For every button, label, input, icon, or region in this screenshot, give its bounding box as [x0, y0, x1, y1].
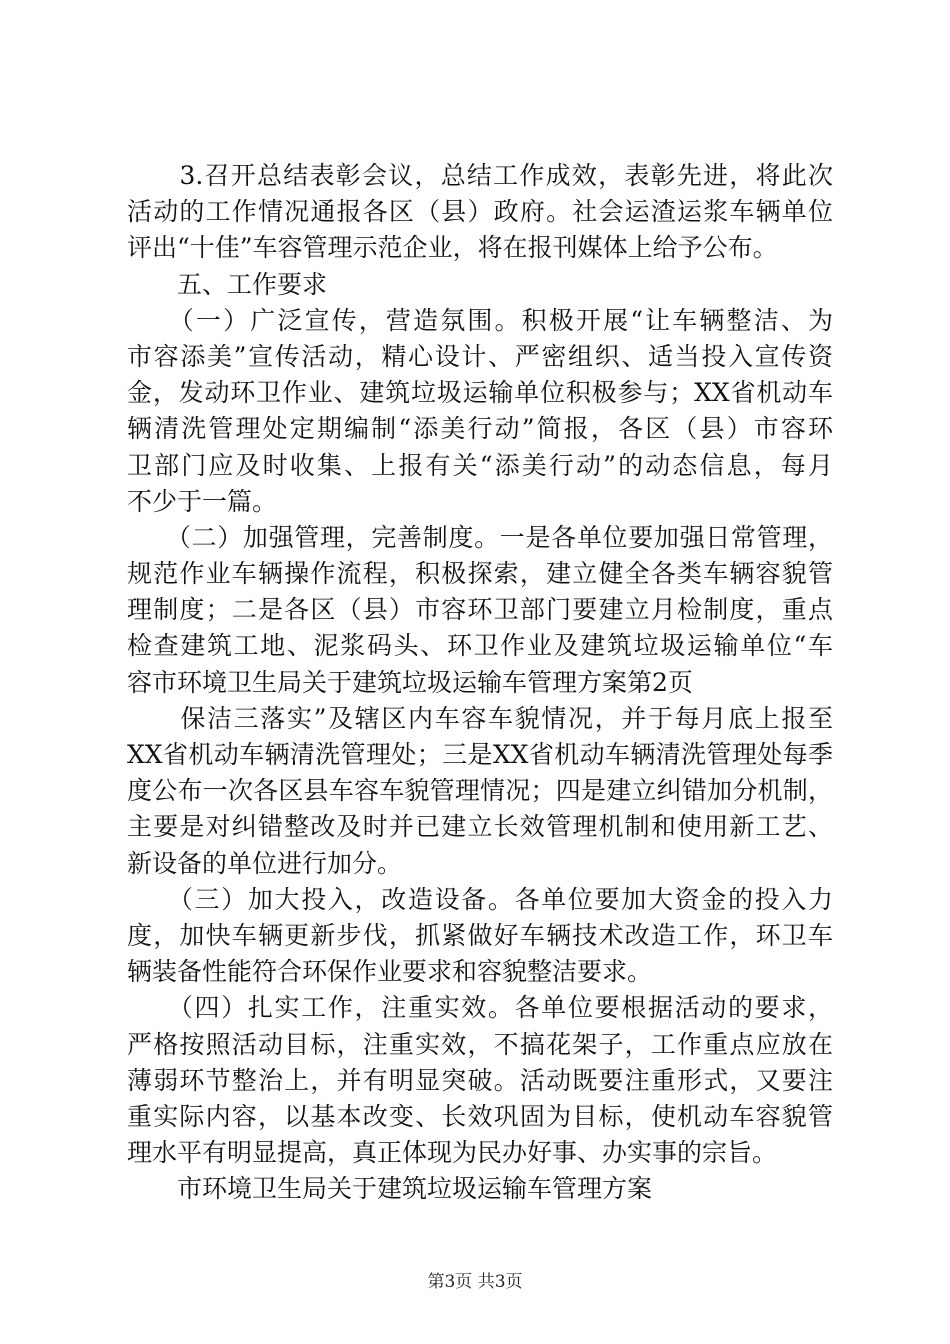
text-line: 卫部门应及时收集、上报有关“添美行动”的动态信息，每月	[127, 450, 833, 480]
text-line: 理水平有明显提高，真正体现为民办好事、办实事的宗旨。	[127, 1138, 778, 1168]
text-line: 金，发动环卫作业、建筑垃圾运输单位积极参与；XX省机动车	[127, 378, 833, 408]
text-line: 活动的工作情况通报各区（县）政府。社会运渣运浆车辆单位	[127, 197, 833, 227]
text-line: （三）加大投入，改造设备。各单位要加大资金的投入力	[127, 884, 833, 914]
text-line: 度，加快车辆更新步伐，抓紧做好车辆技术改造工作，环卫车	[127, 920, 833, 950]
text-line: 理制度；二是各区（县）市容环卫部门要建立月检制度，重点	[127, 595, 833, 625]
text-line: 容市环境卫生局关于建筑垃圾运输车管理方案第2页	[127, 667, 693, 697]
text-line: 评出“十佳”车容管理示范企业，将在报刊媒体上给予公布。	[127, 233, 778, 263]
text-line: （四）扎实工作，注重实效。各单位要根据活动的要求，	[127, 993, 833, 1023]
text-line: 辆清洗管理处定期编制“添美行动”简报，各区（县）市容环	[127, 414, 833, 444]
text-line: （二）加强管理，完善制度。一是各单位要加强日常管理，	[127, 522, 833, 552]
text-line: 度公布一次各区县车容车貌管理情况；四是建立纠错加分机制，	[127, 776, 833, 806]
text-line: 不少于一篇。	[127, 486, 278, 516]
body-text	[127, 158, 833, 1207]
closing-title: 市环境卫生局关于建筑垃圾运输车管理方案	[127, 1174, 653, 1204]
text-line: XX省机动车辆清洗管理处；三是XX省机动车辆清洗管理处每季	[127, 740, 833, 769]
section-heading: 五、工作要求	[127, 269, 328, 299]
text-line: 3.召开总结表彰会议，总结工作成效，表彰先进，将此次	[127, 161, 833, 190]
text-line: 主要是对纠错整改及时并已建立长效管理机制和使用新工艺、	[127, 812, 833, 842]
text-line: 新设备的单位进行加分。	[127, 848, 403, 878]
text-line: 检查建筑工地、泥浆码头、环卫作业及建筑垃圾运输单位“车	[127, 631, 833, 661]
page-number: 第3页 共3页	[427, 1272, 523, 1292]
text-line: 薄弱环节整治上，并有明显突破。活动既要注重形式，又要注	[127, 1065, 833, 1095]
text-line: （一）广泛宣传，营造氛围。积极开展“让车辆整洁、为	[127, 305, 833, 335]
text-line: 严格按照活动目标，注重实效，不搞花架子，工作重点应放在	[127, 1029, 833, 1059]
text-line: 保洁三落实”及辖区内车容车貌情况，并于每月底上报至	[127, 703, 833, 733]
text-line: 规范作业车辆操作流程，积极探索，建立健全各类车辆容貌管	[127, 559, 833, 589]
text-line: 重实际内容，以基本改变、长效巩固为目标，使机动车容貌管	[127, 1101, 833, 1131]
text-line: 辆装备性能符合环保作业要求和容貌整洁要求。	[127, 957, 653, 987]
text-line: 市容添美”宣传活动，精心设计、严密组织、适当投入宣传资	[127, 341, 833, 371]
